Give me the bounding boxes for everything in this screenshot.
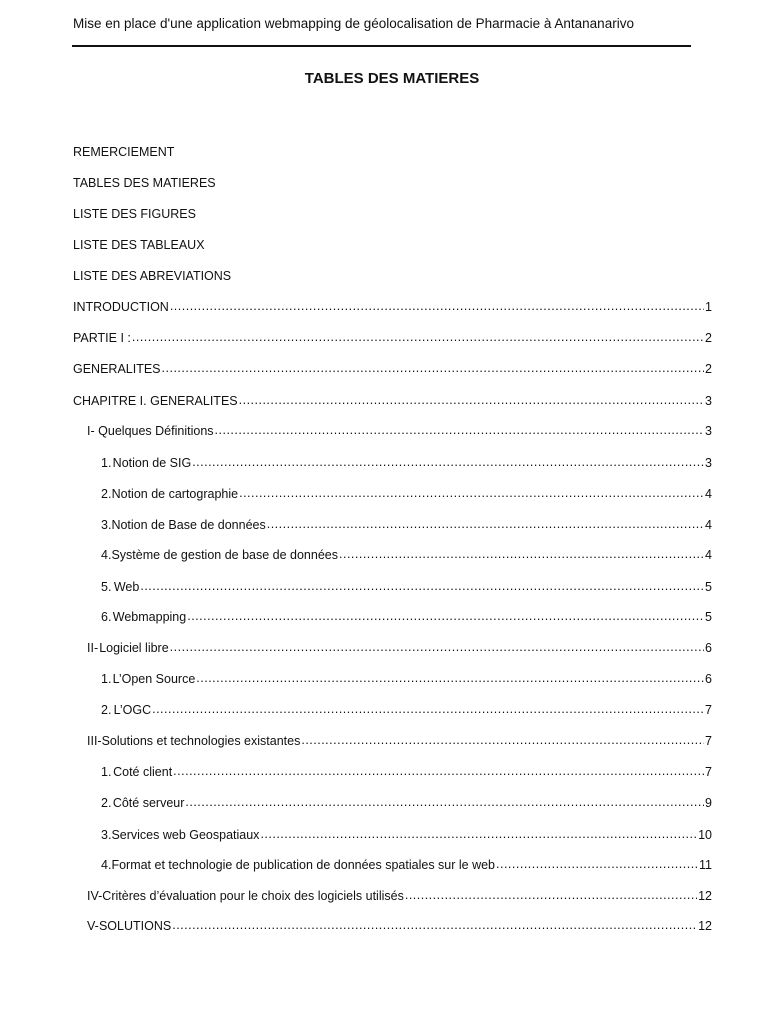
toc-dot-leader [192, 455, 704, 469]
toc-entry-title: Côté serveur [112, 796, 185, 810]
toc-entry[interactable] [73, 362, 712, 380]
toc-entry[interactable] [87, 734, 712, 752]
toc-dot-leader [132, 330, 704, 344]
toc-dot-leader [187, 609, 704, 623]
toc-entry-number: 3. [101, 828, 112, 842]
toc-page-number: 9 [705, 796, 712, 810]
toc-entry-number: III- [87, 734, 102, 748]
toc-dot-leader [301, 733, 704, 747]
toc-entry[interactable] [73, 394, 712, 412]
toc-entry-number: 4. [101, 858, 112, 872]
toc-page-number: 3 [705, 424, 712, 438]
toc-page-number: 10 [698, 828, 712, 842]
toc-entry-title: L’Open Source [112, 672, 196, 686]
toc-entry[interactable] [73, 331, 712, 349]
toc-dot-leader [185, 795, 704, 809]
toc-entry-title: Web [113, 580, 140, 594]
running-header: Mise en place d'une application webmapping de géolocalisation de Pharmacie à Antananarivo [73, 16, 634, 31]
toc-entry-title: Solutions et technologies existantes [101, 734, 301, 748]
toc-page-number: 4 [705, 548, 712, 562]
toc-entry-number: V- [87, 919, 99, 933]
toc-entry-title: Critères d’évaluation pour le choix des logiciels utilisés [102, 889, 404, 903]
toc-entry-title: Format et technologie de publication de données spatiales sur le web [111, 858, 496, 872]
toc-entry-title: CHAPITRE I. GENERALITES [73, 394, 238, 408]
toc-page-number: 6 [705, 641, 712, 655]
toc-entry-title: Quelques Définitions [98, 424, 214, 438]
toc-dot-leader [239, 486, 704, 500]
toc-entry-number: 1. [101, 456, 112, 470]
toc-entry[interactable] [101, 703, 712, 721]
toc-entry-title: LISTE DES FIGURES [73, 207, 196, 221]
toc-page-number: 4 [705, 487, 712, 501]
toc-entry-number: 2. [101, 703, 112, 717]
toc-entry-number: 2. [101, 796, 112, 810]
toc-entry-number: 6. [101, 610, 112, 624]
toc-entry[interactable] [101, 672, 712, 690]
toc-entry-title: Notion de Base de données [111, 518, 266, 532]
toc-entry-title: REMERCIEMENT [73, 145, 175, 159]
toc-entry[interactable] [101, 765, 712, 783]
toc-page-number: 11 [699, 858, 712, 872]
toc-entry-title: Logiciel libre [99, 641, 169, 655]
toc-entry-title: LISTE DES ABREVIATIONS [73, 269, 232, 283]
toc-entry[interactable] [87, 919, 712, 937]
toc-page-number: 3 [705, 394, 712, 408]
toc-entry-title: Webmapping [112, 610, 187, 624]
toc-page-number: 7 [705, 703, 712, 717]
toc-page-number: 2 [705, 362, 712, 376]
toc-dot-leader [170, 640, 704, 654]
toc-entry-number: 1. [101, 765, 112, 779]
toc-dot-leader [196, 671, 704, 685]
toc-dot-leader [260, 827, 697, 841]
toc-dot-leader [170, 299, 704, 313]
toc-dot-leader [239, 393, 704, 407]
toc-dot-leader [173, 764, 704, 778]
toc-dot-leader [405, 888, 697, 902]
toc-entry-title: L’OGC [113, 703, 152, 717]
toc-entry[interactable] [101, 858, 712, 876]
toc-dot-leader [339, 547, 704, 561]
toc-page-number: 12 [698, 919, 712, 933]
toc-entry[interactable] [101, 580, 712, 598]
toc-entry-title: LISTE DES TABLEAUX [73, 238, 205, 252]
toc-entry-title: GENERALITES [73, 362, 161, 376]
toc-entry-title: Services web Geospatiaux [111, 828, 260, 842]
toc-dot-leader [152, 702, 704, 716]
toc-dot-leader [140, 579, 704, 593]
toc-entry-title: INTRODUCTION [73, 300, 169, 314]
toc-entry-title: Notion de cartographie [111, 487, 239, 501]
toc-page-number: 5 [705, 580, 712, 594]
toc-entry-title: Coté client [113, 765, 173, 779]
toc-entry-number: I- [87, 424, 95, 438]
toc-page-number: 7 [705, 734, 712, 748]
toc-entry[interactable] [73, 238, 712, 256]
toc-page-number: 7 [705, 765, 712, 779]
toc-entry-number: II- [87, 641, 99, 655]
toc-entry-title: TABLES DES MATIERES [73, 176, 216, 190]
toc-entry[interactable] [73, 300, 712, 318]
toc-entry-number: 3. [101, 518, 112, 532]
toc-entry[interactable] [101, 828, 712, 846]
toc-page-number: 6 [705, 672, 712, 686]
toc-entry-title: PARTIE I : [73, 331, 131, 345]
toc-entry[interactable] [73, 207, 712, 225]
toc-page-number: 3 [705, 456, 712, 470]
toc-entry[interactable] [101, 796, 712, 814]
toc-page-number: 1 [705, 300, 712, 314]
toc-entry-number: 4. [101, 548, 112, 562]
toc-entry[interactable] [87, 424, 712, 442]
toc-entry[interactable] [73, 145, 712, 163]
toc-entry[interactable] [73, 176, 712, 194]
toc-page-number: 5 [705, 610, 712, 624]
toc-page-number: 2 [705, 331, 712, 345]
toc-entry[interactable] [73, 269, 712, 287]
toc-entry[interactable] [101, 610, 712, 628]
toc-entry-title: Système de gestion de base de données [111, 548, 338, 562]
toc-dot-leader [215, 423, 704, 437]
toc-entry[interactable] [101, 456, 712, 474]
toc-entry[interactable] [87, 641, 712, 659]
toc-entry-number: 2. [101, 487, 112, 501]
toc-entry[interactable] [101, 548, 712, 566]
toc-dot-leader [267, 517, 704, 531]
toc-dot-leader [172, 918, 697, 932]
toc-entry[interactable] [101, 518, 712, 536]
toc-dot-leader [496, 857, 698, 871]
page-title: TABLES DES MATIERES [304, 70, 480, 87]
header-rule [72, 45, 691, 47]
toc-entry-title: SOLUTIONS [98, 919, 172, 933]
toc-page-number: 12 [698, 889, 712, 903]
toc-entry-number: 5. [101, 580, 112, 594]
toc-entry-number: 1. [101, 672, 112, 686]
toc-page-number: 4 [705, 518, 712, 532]
toc-entry-title: Notion de SIG [112, 456, 192, 470]
toc-entry[interactable] [101, 487, 712, 505]
toc-entry[interactable] [87, 889, 712, 907]
toc-entry-number: IV- [87, 889, 103, 903]
toc-dot-leader [162, 361, 704, 375]
